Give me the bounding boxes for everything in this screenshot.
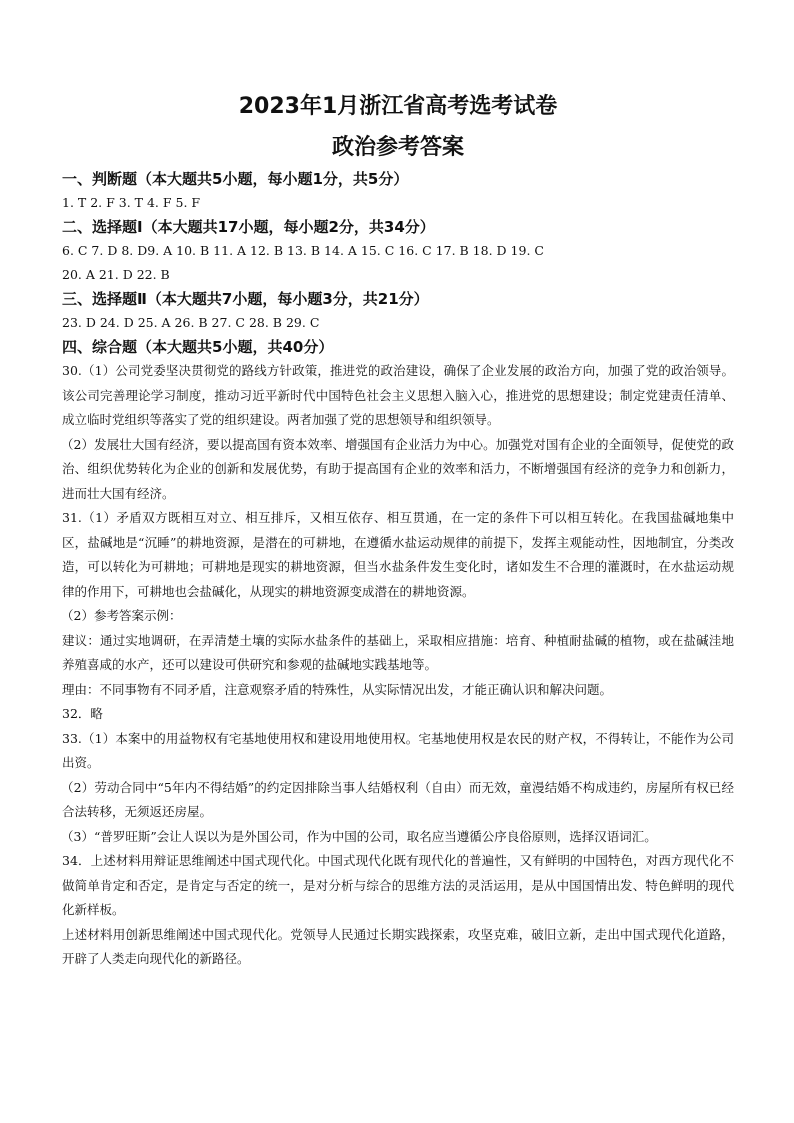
section-heading: 二、选择题Ⅰ（本大题共17小题，每小题2分，共34分） bbox=[62, 218, 435, 236]
page-title: 2023年1月浙江省高考选考试卷 bbox=[238, 94, 558, 119]
answer-paragraph: 33.（1）本案中的用益物权有宅基地使用权和建设用地使用权。宅基地使用权是农民的财产权，不得转让，不能作为公司出资。 bbox=[62, 730, 734, 770]
answer-paragraph: 30.（1）公司党委坚决贯彻党的路线方针政策，推进党的政治建设，确保了企业发展的政治方向，加强了党的政治领导。该公司完善理论学习制度，推动习近平新时代中国特色社会主义思想入脑入心，推进党的思想建设；制定党建责任清单、成立临时党组织等落实了党的组织建设。两者加强了党的思想领导和组织领导。 bbox=[62, 363, 734, 427]
section-judgment bbox=[62, 167, 734, 215]
section-comprehensive bbox=[62, 335, 734, 972]
answer-paragraph: 理由：不同事物有不同矛盾，注意观察矛盾的特殊性，从实际情况出发，才能正确认识和解决问题。 bbox=[62, 681, 613, 697]
answer-paragraph: 32．略 bbox=[62, 706, 103, 721]
answer-line: 23. D 24. D 25. A 26. B 27. C 28. B 29. C bbox=[62, 315, 320, 330]
answer-paragraph: 建议：通过实地调研，在弄清楚土壤的实际水盐条件的基础上，采取相应措施：培育、种植耐盐碱的植物，或在盐碱洼地养殖喜咸的水产，还可以建设可供研究和参观的盐碱地实践基地等。 bbox=[62, 632, 734, 672]
answer-line: 6. C 7. D 8. D9. A 10. B 11. A 12. B 13. B 14. A 15. C 16. C 17. B 18. D 19. C bbox=[62, 243, 544, 258]
section-heading: 三、选择题Ⅱ（本大题共7小题，每小题3分，共21分） bbox=[62, 290, 429, 308]
answer-line: 20. A 21. D 22. B bbox=[62, 267, 170, 282]
answer-paragraph: （3）“普罗旺斯”会让人误以为是外国公司，作为中国的公司，取名应当遵循公序良俗原则，选择汉语词汇。 bbox=[61, 828, 657, 844]
answer-paragraph: （2）发展壮大国有经济，要以提高国有资本效率、增强国有企业活力为中心。加强党对国有企业的全面领导，促使党的政治、组织优势转化为企业的创新和发展优势，有助于提高国有企业的效率和活力，不断增强国有经济的竞争力和创新力，进而壮大国有经济。 bbox=[61, 436, 734, 501]
answer-sheet bbox=[62, 92, 734, 972]
section-heading: 四、综合题（本大题共5小题，共40分） bbox=[62, 338, 334, 356]
page-subtitle: 政治参考答案 bbox=[331, 135, 464, 160]
answer-paragraph: （2）劳动合同中“5年内不得结婚”的约定因排除当事人结婚权利（自由）而无效，童漫结婚不构成违约，房屋所有权已经合法转移，无须返还房屋。 bbox=[61, 779, 734, 819]
section-choice-2 bbox=[62, 287, 734, 335]
answer-paragraph: （2）参考答案示例： bbox=[61, 608, 182, 623]
answer-line: 1. T 2. F 3. T 4. F 5. F bbox=[62, 195, 201, 210]
section-choice-1 bbox=[62, 215, 734, 287]
answer-paragraph: 31.（1）矛盾双方既相互对立、相互排斥，又相互依存、相互贯通，在一定的条件下可以相互转化。在我国盐碱地集中区，盐碱地是“沉睡”的耕地资源，是潜在的可耕地，在遵循水盐运动规律的前提下，发挥主观能动性，因地制宜，分类改造，可以转化为可耕地；可耕地是现实的耕地资源，但当水盐条件发生变化时，诸如发生不合理的灌溉时，在水盐运动规律的作用下，可耕地也会盐碱化，从现实的耕地资源变成潜在的耕地资源。 bbox=[62, 510, 734, 599]
answer-paragraph: 上述材料用创新思维阐述中国式现代化。党领导人民通过长期实践探索，攻坚克难，破旧立新，走出中国式现代化道路，开辟了人类走向现代化的新路径。 bbox=[62, 926, 734, 966]
section-heading: 一、判断题（本大题共5小题，每小题1分，共5分） bbox=[62, 170, 409, 188]
answer-paragraph: 34．上述材料用辩证思维阐述中国式现代化。中国式现代化既有现代化的普遍性，又有鲜明的中国特色，对西方现代化不做简单肯定和否定，是肯定与否定的统一，是对分析与综合的思维方法的灵活运用，是从中国国情出发、特色鲜明的现代化新样板。 bbox=[62, 853, 734, 917]
